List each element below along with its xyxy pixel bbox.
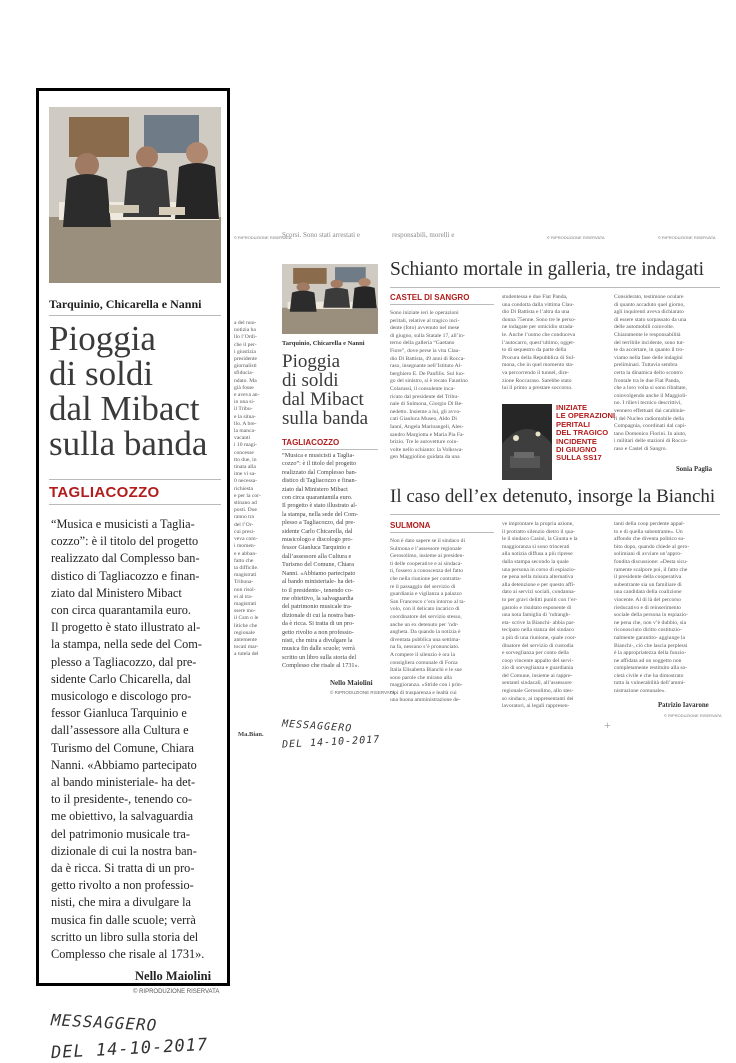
headline-line: sulla banda <box>49 424 208 463</box>
right-bottom-section-rule <box>390 532 494 533</box>
strip-line: richiesta <box>234 485 253 492</box>
body-line: sidente Carlo Chicarella, dal <box>282 527 353 535</box>
col-line: nale di Sulmona, Giorgio Di Be- <box>390 401 463 408</box>
col-line: anche un ex detenuto per ’ndr- <box>390 621 459 628</box>
col-line: delle automobili coinvolte. <box>614 324 675 331</box>
strip-line: notizia ha <box>234 327 256 334</box>
strip-line: giornalisti <box>234 363 257 370</box>
strip-line: il Tribu- <box>234 406 253 413</box>
col-line: A rompere il silenzio è ora la <box>390 651 455 658</box>
col-line: sono parole che mirano alla <box>390 674 452 681</box>
strip-line: e aveva an- <box>234 392 260 399</box>
strip-signature: Ma.Bian. <box>238 731 264 738</box>
col-line: Chiaramente le responsabilità <box>614 331 681 338</box>
handwritten-newspaper: MESSAGGERO <box>50 1010 158 1035</box>
col-line: tano Domenico Florini. In aiuto, <box>614 430 687 437</box>
strip-line: a del nuo- <box>234 320 257 326</box>
strip-line: ta difficile. <box>234 564 259 571</box>
col-line: cietà civile e che ha dimostrato <box>614 672 684 679</box>
body-line: realizzato dal Complesso ban- <box>51 551 200 566</box>
tunnel-photo <box>502 404 552 480</box>
col-line: na fa, nessuno s’è pronunciato. <box>390 644 460 651</box>
right-top-col3 <box>614 294 722 466</box>
right-bottom-col3 <box>614 521 722 701</box>
col-line: tutta la vulnerabilità dell’ammi- <box>614 680 686 687</box>
body-line: Turismo del Comune, Chiara <box>282 561 354 569</box>
col-line: berghiero E. De Panfilis. Sul luo- <box>390 370 465 377</box>
strip-line: llo. A bre- <box>234 420 257 427</box>
body-line: Il progetto è stato illustrato al- <box>282 502 358 510</box>
body-line: musica fin dalle scuole; verrà <box>51 912 196 927</box>
body-line: scritto un libro sulla storia del <box>282 653 357 661</box>
strip-line: magistrati <box>234 600 257 607</box>
headline-line: Pioggia <box>282 351 341 372</box>
strip-line: tto due, in <box>234 456 257 463</box>
body-line: al bando ministeriale- ha det- <box>51 775 196 790</box>
col-line: nalmente garantito- aggiunge la <box>614 634 685 641</box>
col-line: Fiore”, dove perse la vita Clau- <box>390 347 461 354</box>
right-top-section: CASTEL DI SANGRO <box>390 293 470 302</box>
body-line: distico di Tagliacozzo e finan- <box>282 477 357 485</box>
caption-rule <box>49 315 221 316</box>
section-rule-bottom <box>49 504 221 505</box>
callout-line: LE OPERAZIONI <box>556 411 616 421</box>
body-line: fessor Gianluca Tarquinio e <box>51 706 187 721</box>
col-line: nistrazione comunale». <box>614 688 666 695</box>
col-line: una nota famiglia di ’ndrangh- <box>502 612 571 619</box>
col-line: donna 75enne. Sono tre le perso- <box>502 316 576 323</box>
col-line: dalla stampa secondo la quale <box>502 558 569 565</box>
col-line: zio di sorveglianza e guardiania <box>502 665 574 672</box>
callout-line: INIZIATE <box>556 403 588 412</box>
strip-line: i 10 magi- <box>234 442 257 449</box>
strip-line: e e abban- <box>234 550 257 557</box>
col-line: ti delle cooperative e ai sindaca- <box>390 560 463 567</box>
body-line: getto rivolto a non professio- <box>51 878 194 893</box>
right-top-fragment: responsabili, morelli e <box>392 231 455 239</box>
headline-line: dal Mibact <box>49 389 200 428</box>
strip-line: sfiducia- <box>234 370 254 377</box>
callout-line: SULLA SS17 <box>556 453 602 463</box>
headline-line: dal Mibact <box>282 389 364 410</box>
col-line: bito dopo, quando chiede al gero- <box>614 543 690 550</box>
strip-line: ranno tra <box>234 514 255 521</box>
col-line: Compagnia, coordinati dal capi- <box>614 423 687 430</box>
body-line: getto rivolto a non professio- <box>282 628 354 636</box>
body-line: scritto un libro sulla storia del <box>51 929 199 944</box>
col-line: ne indagate per omicidio strada- <box>502 324 575 331</box>
col-line: coinvolgendo anche il Maggioli- <box>614 392 688 399</box>
rights-notice: © RIPRODUZIONE RISERVATA <box>133 989 220 995</box>
body-line: musicologo e discologo pro- <box>282 536 353 544</box>
strip-line: regionale <box>234 629 255 636</box>
strip-line: Tribuna- <box>234 579 254 586</box>
headline-line: sulla banda <box>282 408 369 429</box>
col-line: guardiania e vigilanza a palazzo <box>390 591 462 598</box>
body-line: ziato dal Ministero Mibact <box>51 585 182 600</box>
col-line: angheta. Da quando la notizia è <box>390 629 461 636</box>
strip-line: fatto che <box>234 557 254 564</box>
right-bottom-headline: Il caso dell’ex detenuto, insorge la Bianchi <box>390 486 716 507</box>
col-line: una buona amministrazione de- <box>390 697 461 704</box>
col-line: Sono iniziate ieri le operazioni <box>390 310 459 316</box>
right-top-rights-1: © RIPRODUZIONE RISERVATA <box>547 235 605 240</box>
right-top-headline: Schianto mortale in galleria, tre indagati <box>390 259 705 280</box>
left-clipping <box>36 88 230 1063</box>
col-line: affondo che diventa politico su- <box>614 536 686 543</box>
col-line: a più di una riunione, quale coor- <box>502 634 577 641</box>
col-line: Bianchi-, ciò che lascia perplessi <box>614 642 688 649</box>
col-line: e sorveglianza per conto della <box>502 650 569 657</box>
col-line: cati Gianluca Museo, Aldo Di <box>390 416 457 423</box>
section-label: TAGLIACOZZO <box>49 484 160 501</box>
col-line: agli inquirenti aveva dichiarato <box>614 309 684 316</box>
col-line: to di sequestro da parte della <box>502 347 567 354</box>
strip-column <box>234 320 270 659</box>
body-line: to il presidente-, tenendo co- <box>51 792 193 807</box>
body-line: Complesso che risale al 1731». <box>51 947 205 962</box>
col-line: coop vincente appalto del servi- <box>502 657 574 664</box>
col-line: che nella riunione per contratta- <box>390 575 462 582</box>
author: Nello Maiolini <box>135 969 212 983</box>
col-line: nedetto. Insieme a lui, gli avvo- <box>390 408 461 415</box>
right-bottom-section: SULMONA <box>390 521 431 530</box>
body-line: del patrimonio musicale tra- <box>282 603 352 611</box>
right-top-col1 <box>390 310 498 474</box>
handwritten-date: DEL 14-10-2017 <box>50 1034 209 1063</box>
right-top-headline-rule <box>390 287 720 288</box>
col-line: di quanto accaduto quel giorno, <box>614 301 685 308</box>
col-line: riconosciuto diritto costituzio- <box>614 627 682 634</box>
body-line: plesso a Tagliacozzo, dal pre- <box>51 654 197 669</box>
body-line: la stampa, nella sede del Com- <box>282 510 358 518</box>
body-line: to il presidente-, tenendo co- <box>282 586 353 594</box>
col-line: le il sindaco Casini, la Giunta e la <box>502 536 578 543</box>
strip-line: il Csm o le <box>234 615 259 622</box>
col-line: re il passaggio del servizio di <box>390 583 456 590</box>
body-line: nisti, che mira a divulgare la <box>51 895 191 910</box>
col-line: regionale Gerosolimo, allo stes- <box>502 688 574 695</box>
press-conference-photo-small <box>282 264 378 334</box>
col-line: del Comune, insieme ai rappre- <box>502 672 573 679</box>
col-line: del terribile incidente, sono tut- <box>614 339 685 346</box>
col-line: il protratto silenzio dietro il qua- <box>502 528 575 535</box>
article-body <box>51 516 231 963</box>
col-line: Sulmona e l’assessore regionale <box>390 545 462 552</box>
col-line: Ianni, Angela Marinangeli, Ales- <box>390 423 464 430</box>
col-line: coordinatore del servizio stesso, <box>390 613 462 620</box>
strip-line: ndato. Ma <box>234 377 257 384</box>
middle-caption: Tarquinio, Chicarella e Nanni <box>282 340 365 347</box>
strip-line: la manca- <box>234 428 256 435</box>
col-line: terno della galleria “Gaetano <box>390 340 455 347</box>
col-line: ti, fossero a conoscenza del fatto <box>390 568 464 575</box>
middle-body <box>282 452 382 671</box>
right-top-author: Sonia Paglia <box>676 466 713 473</box>
body-line: distico di Tagliacozzo e finan- <box>51 568 200 583</box>
col-line: dato ai servizi sociali, condanna- <box>502 589 576 596</box>
strip-line: presidente <box>234 356 257 363</box>
col-line: volte nello schianto: la Volkswa- <box>390 446 464 453</box>
strip-line: stinano ad <box>234 500 257 507</box>
right-bottom-author: Patrizio Iavarone <box>658 702 709 709</box>
col-line: viamo nella fase delle indagini <box>614 354 683 361</box>
col-line: volo, con il delicato incarico di <box>390 606 460 613</box>
col-line: lavoratori, ai legali rappresen- <box>502 703 570 710</box>
strip-line: ime vi sa- <box>234 471 257 478</box>
col-line: ricato dal presidente del Tribu- <box>390 393 459 400</box>
col-line: frontale tra le due Fiat Panda, <box>614 377 681 384</box>
body-line: da è ricca. Si tratta di un pro- <box>51 861 195 876</box>
strip-line: che il per- <box>234 341 257 348</box>
col-line: maggioranza si sono trincerati <box>502 543 570 550</box>
strip-line: del l’Or- <box>234 521 254 528</box>
body-line: dizionale di cui la nostra ban- <box>51 843 197 858</box>
col-line: tanti della coop perdente appal- <box>614 521 685 527</box>
strip-line: tinata alla <box>234 464 256 471</box>
body-line: cozzo”: è il titolo del progetto <box>51 534 199 549</box>
col-line: che a loro volta si sono ribaltate, <box>614 385 687 392</box>
body-line: Nanni. «Abbiamo partecipato <box>51 757 197 772</box>
col-line: di giugno, sulla Statale 17, all’in- <box>390 332 465 339</box>
body-line: Nanni. «Abbiamo partecipato <box>282 569 356 577</box>
col-line: dio Di Battista, 49 anni di Rocca- <box>390 355 466 362</box>
body-line: realizzato dal Complesso ban- <box>282 468 357 476</box>
col-line: i militari delle stazioni di Rocca- <box>614 438 688 445</box>
body-line: musica fin dalle scuole; verrà <box>282 645 355 653</box>
col-line: fondita discussione: «Desta sicu- <box>614 558 688 565</box>
photo-callout <box>556 404 618 463</box>
accident-photo <box>502 404 552 480</box>
col-line: eta- scrive la Bianchi- abbia par- <box>502 619 576 626</box>
col-line: ne pena nella misura alternativa <box>502 574 574 581</box>
middle-headline <box>282 352 378 428</box>
col-line: tecipato nella stanza del sindaco <box>502 627 575 634</box>
strip-line: e la situa- <box>234 413 256 420</box>
col-line: Non è dato sapere se il sindaco di <box>390 538 466 544</box>
body-line: da è ricca. Si tratta di un pro- <box>282 620 355 628</box>
col-line: sociale della persona in espiazio- <box>614 612 688 619</box>
col-line: subentrante sia un familiare di <box>614 581 682 588</box>
col-line: ne affidata ad un soggetto non <box>614 657 682 664</box>
col-line: no. I rilievi tecnico descrittivi, <box>614 400 682 407</box>
middle-section-label: TAGLIACOZZO <box>282 438 340 447</box>
body-line: musicologo e discologo pro- <box>51 689 192 704</box>
strip-line: ssere mo- <box>234 608 256 615</box>
body-line: Turismo del Comune, Chiara <box>51 740 195 755</box>
body-line: con circa quarantamila euro. <box>282 494 353 502</box>
middle-rights: © RIPRODUZIONE RISERVATA <box>330 690 395 695</box>
col-line: maggioranza. «Stride con i prin- <box>390 682 463 689</box>
strip-line: i momen- <box>234 543 256 550</box>
body-line: nisti, che mira a divulgare la <box>282 636 353 644</box>
col-line: il presidente della cooperativa <box>614 574 682 581</box>
body-line: me obiettivo, la salvaguardia <box>282 594 354 602</box>
callout-line: DI GIUGNO <box>556 445 597 455</box>
col-line: peritali, relative al tragico inci- <box>390 317 460 324</box>
col-line: una candidata della coalizione <box>614 589 682 596</box>
right-bottom-col1 <box>390 538 498 710</box>
strip-line: e per la cor- <box>234 492 261 499</box>
body-line: Complesso che risale al 1731». <box>282 662 360 670</box>
strip-line: cui presi- <box>234 528 255 535</box>
strip-line: non risol- <box>234 586 256 593</box>
body-line: dall’assessore alla Cultura e <box>51 723 189 738</box>
strip-rights: © RIPRODUZIONE RISERVATA <box>234 235 292 240</box>
col-line: zione Roccaraso. Sarebbe stato <box>502 377 572 384</box>
callout-line: PERITALI <box>556 419 591 429</box>
section-rule <box>49 479 221 480</box>
strip-line: i giustizia <box>234 348 256 355</box>
col-line: raso, insegnante nell’Istituto Al- <box>390 363 463 370</box>
col-line: Colarussi, il consulente inca- <box>390 385 455 392</box>
right-top-col2 <box>502 294 610 398</box>
strip-line: in una si- <box>234 399 255 406</box>
body-line: ziato dal Ministero Mibact <box>282 485 348 493</box>
col-line: brizio. Tre le autovetture coin- <box>390 439 459 446</box>
headline-line: di soldi <box>49 354 154 393</box>
body-line: dall’assessore alla Cultura e <box>282 552 352 560</box>
col-line: diventata pubblica una settima- <box>390 636 461 643</box>
body-line: Il progetto è stato illustrato al- <box>51 620 201 635</box>
strip-line: tocati mar- <box>234 644 259 651</box>
strip-line: magistrati <box>234 572 257 579</box>
col-line: completamente restituito alla so- <box>614 665 688 672</box>
body-line: la stampa, nella sede del Com- <box>51 637 202 652</box>
body-line: con circa quarantamila euro. <box>51 603 191 618</box>
strip-line: posti. Due <box>234 507 257 514</box>
col-line: consigliera comunale di Forza <box>390 659 458 666</box>
col-line: mona, che in quel momento sta- <box>502 362 574 369</box>
col-line: ri del Nucleo radiomobile della <box>614 415 684 422</box>
strip-line: 0 necessa- <box>234 478 258 485</box>
callout-line: DEL TRAGICO <box>556 428 609 438</box>
body-line: “Musica e musicisti a Taglia- <box>282 452 355 459</box>
strip-line: a tutela del <box>234 651 259 658</box>
strip-line: antemente <box>234 636 257 643</box>
left-photo <box>49 107 221 283</box>
col-line: to per gravi delitti puniti con l’er- <box>502 596 578 603</box>
col-line: una persona in corso di espiazio- <box>502 566 576 573</box>
col-line: dinatore del servizio di custodia <box>502 642 574 649</box>
col-line: vennero effettuati dai carabinie- <box>614 407 686 414</box>
strip-line: veva com- <box>234 536 258 543</box>
photo-caption: Tarquinio, Chicarella e Nanni <box>49 297 202 311</box>
col-line: sentanti sindacali, all’assessore <box>502 680 572 687</box>
press-conference-photo <box>49 107 221 283</box>
body-line: cozzo”: è il titolo del progetto <box>282 460 357 468</box>
col-line: è la appropriatezza della funzio- <box>614 650 687 657</box>
col-line: go del sinistro, si è recato Faustino <box>390 378 468 385</box>
col-line: alla notizia diffusa a più riprese <box>502 551 573 558</box>
col-line: le. Anche l’uomo che conduceva <box>502 331 576 338</box>
col-line: sandro Margiotta e Maria Pia Fa- <box>390 431 465 438</box>
body-line: “Musica e musicisti a Taglia- <box>51 517 195 531</box>
col-line: Italia Elisabetta Bianchi e le sue <box>390 667 462 674</box>
body-line: sidente Carlo Chicarella, dal <box>51 671 191 686</box>
col-line: studentessa e due Fiat Panda, <box>502 294 568 300</box>
strip-line: litiche che <box>234 622 258 629</box>
col-line: cipi di trasparenza e lealtà cui <box>390 689 457 696</box>
col-line: di essere stato sorpassato da una <box>614 316 687 323</box>
col-line: lui il primo a prestare soccorso. <box>502 385 573 392</box>
col-line: va percorrendo il tunnel, dire- <box>502 369 569 376</box>
crop-mark-icon: + <box>604 718 611 732</box>
col-line: so sindaco, ai rappresentanti dei <box>502 695 574 702</box>
col-line: certa la dinamica dello scontro <box>614 369 683 376</box>
col-line: San Francesco c’era intorno al ta- <box>390 598 466 605</box>
strip-line: già fosse <box>234 384 254 391</box>
col-line: alla detenzione e per questo affi- <box>502 581 576 588</box>
right-top-rights-2: © RIPRODUZIONE RISERVATA <box>658 235 716 240</box>
headline-line: Pioggia <box>49 319 156 358</box>
col-line: ne pena che, non v’è dubbio, sia <box>614 619 687 626</box>
middle-photo <box>282 264 378 334</box>
body-line: al bando ministeriale- ha det- <box>282 578 355 586</box>
middle-section-rule <box>282 449 378 450</box>
col-line: te da accertare, in quanto il tro- <box>614 347 685 354</box>
right-bottom-col2 <box>502 521 610 717</box>
right-top-section-rule <box>390 304 494 305</box>
col-line: gastolo e risultato esponente di <box>502 604 572 611</box>
body-line: del patrimonio musicale tra- <box>51 826 190 841</box>
col-line: ramente scalpore poi, il fatto che <box>614 566 688 573</box>
strip-line: vacanti <box>234 435 251 442</box>
strip-line: concesse <box>234 449 254 456</box>
col-line: Gerosolimo, insieme ai presiden- <box>390 553 465 560</box>
col-line: preliminari. Tuttavia sembra <box>614 362 678 369</box>
right-bottom-rights: © RIPRODUZIONE RISERVATA <box>664 713 722 718</box>
col-line: solimiani di avviare un’appro- <box>614 551 682 558</box>
body-line: plesso a Tagliacozzo, dal pre- <box>282 519 356 527</box>
headline-line: di soldi <box>282 370 339 391</box>
middle-author: Nello Maiolini <box>330 679 373 687</box>
col-line: gen Maggiolino guidata da una <box>390 454 460 461</box>
col-line: Procura della Repubblica di Sul- <box>502 354 576 361</box>
col-line: una condotta dalla vittima Clau- <box>502 301 575 308</box>
col-line: to e di quella subentrante». Un <box>614 528 683 535</box>
col-line: Considerato, testimone oculare <box>614 294 684 300</box>
col-line: ve improntare la propria azione, <box>502 521 574 527</box>
middle-handwritten-newspaper: MESSAGGERO <box>281 718 353 735</box>
strip-line: ei al tra- <box>234 593 253 600</box>
strip-line: llo l’Ordi- <box>234 334 257 341</box>
right-bottom-headline-rule <box>390 514 720 515</box>
headline <box>49 321 225 461</box>
middle-handwritten-date: DEL 14-10-2017 <box>281 734 381 751</box>
body-line: me obiettivo, la salvaguardia <box>51 809 194 824</box>
body-line: fessor Gianluca Tarquinio e <box>282 544 351 552</box>
middle-top-fragment: Scorsi. Sono stati arrestati e <box>282 231 360 239</box>
callout-line: INCIDENTE <box>556 436 597 446</box>
col-line: vincente. Al di là del percorso <box>614 596 682 603</box>
col-line: dente (foto) avvenuto nel mese <box>390 325 460 332</box>
col-line: rieducativo e di reinserimento <box>614 604 681 611</box>
col-line: dio Di Battista e l’altra da una <box>502 309 570 316</box>
col-line: raso e Castel di Sangro. <box>614 445 667 452</box>
body-line: dizionale di cui la nostra ban- <box>282 611 356 619</box>
col-line: l’autocarro, quest’ultimo, ogget- <box>502 339 575 346</box>
